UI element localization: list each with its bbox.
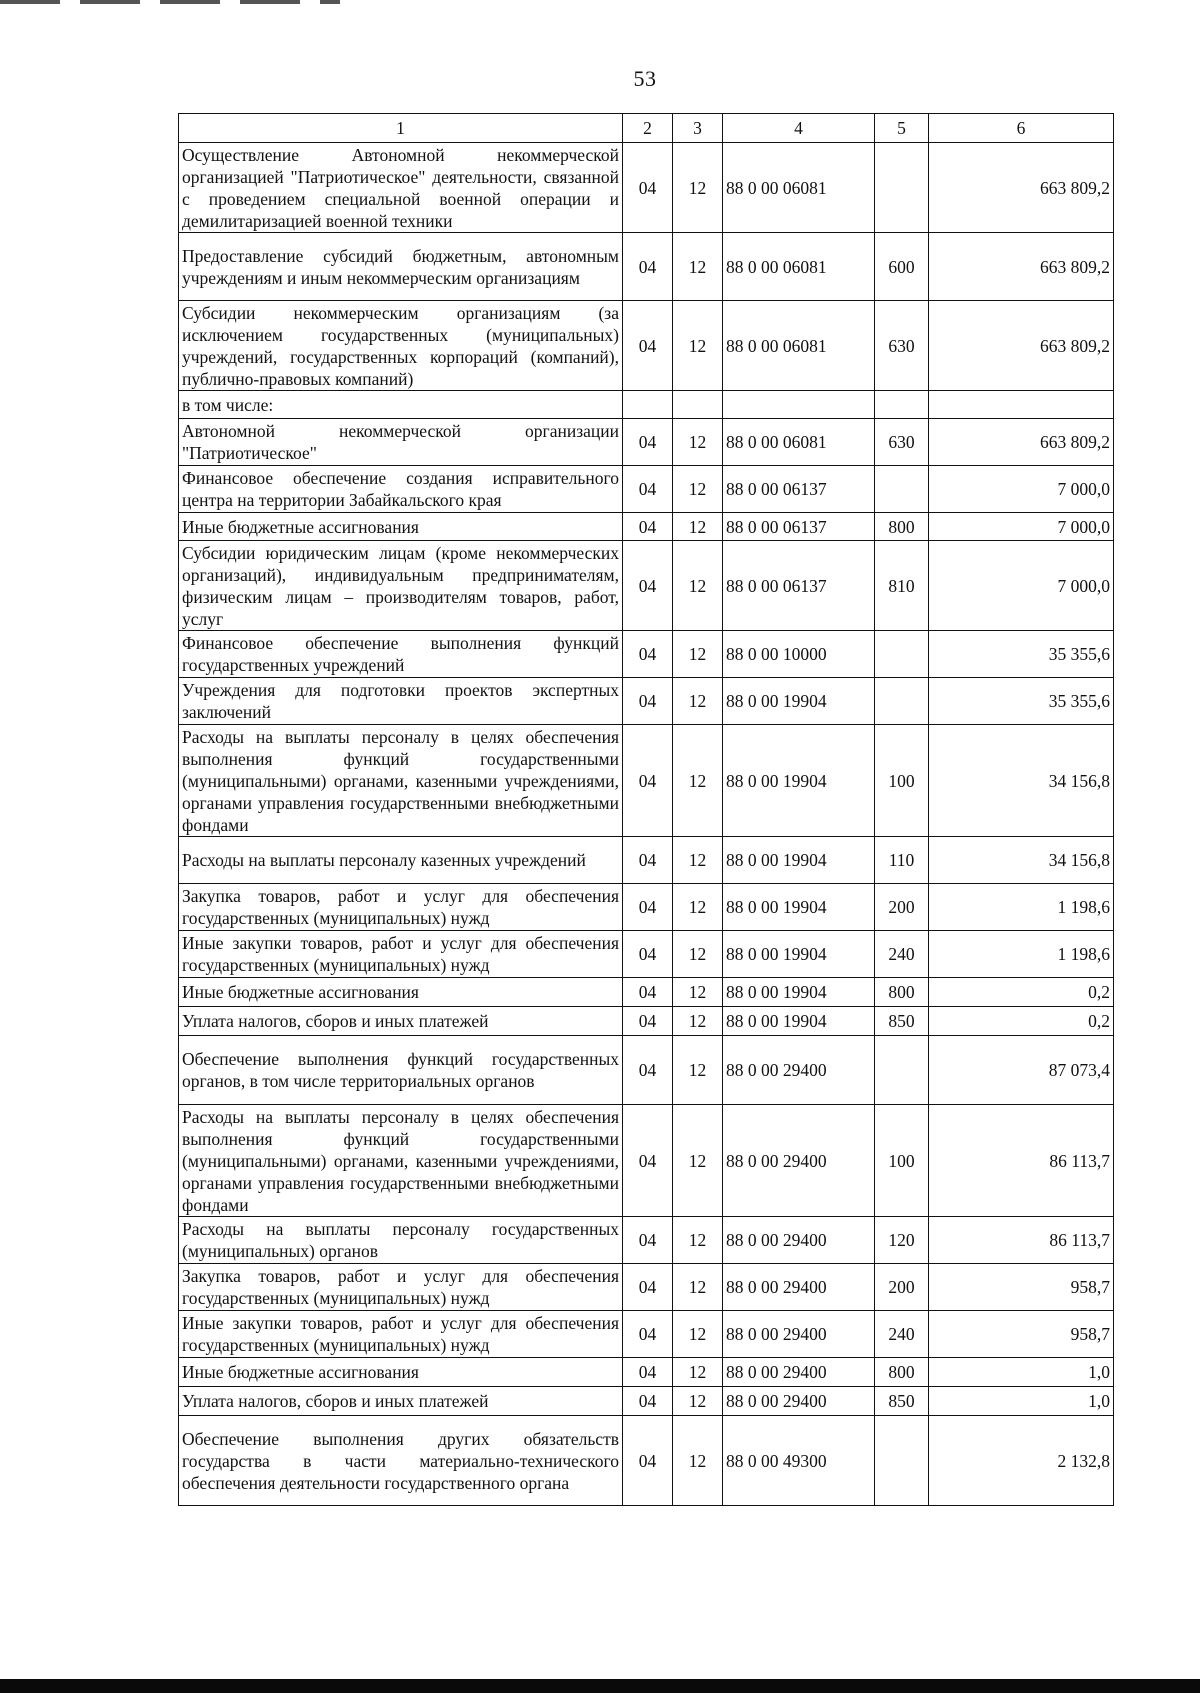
section-code — [623, 391, 673, 419]
target-item-code — [723, 391, 875, 419]
expense-name: Предоставление субсидий бюджетным, автономным учреждениям и иным некоммерческим организациям — [179, 233, 623, 301]
subsection-code: 12 — [673, 1217, 723, 1264]
section-code: 04 — [623, 233, 673, 301]
section-code: 04 — [623, 1387, 673, 1416]
target-item-code: 88 0 00 19904 — [723, 837, 875, 884]
target-item-code: 88 0 00 19904 — [723, 931, 875, 978]
target-item-code: 88 0 00 06137 — [723, 541, 875, 631]
section-code: 04 — [623, 541, 673, 631]
budget-table — [178, 113, 1114, 1506]
expense-name: Осуществление Автономной некоммерческой организацией "Патриотическое" деятельности, связанной с проведением специальной военной операции и демилитаризацией военной техники — [179, 143, 623, 233]
table-header-row — [179, 114, 1114, 143]
expense-type-code: 200 — [875, 884, 929, 931]
target-item-code: 88 0 00 06137 — [723, 466, 875, 513]
target-item-code: 88 0 00 10000 — [723, 631, 875, 678]
column-header: 4 — [723, 114, 875, 143]
target-item-code: 88 0 00 19904 — [723, 884, 875, 931]
expense-type-code: 630 — [875, 419, 929, 466]
target-item-code: 88 0 00 29400 — [723, 1264, 875, 1311]
expense-name: Закупка товаров, работ и услуг для обеспечения государственных (муниципальных) нужд — [179, 884, 623, 931]
section-code: 04 — [623, 631, 673, 678]
subsection-code: 12 — [673, 1358, 723, 1387]
expense-name: Расходы на выплаты персоналу в целях обеспечения выполнения функций государственными (муниципальными) органами, казенными учреждениями, органами управления государственными внебюджетными фондами — [179, 725, 623, 837]
amount: 2 132,8 — [929, 1416, 1114, 1506]
expense-type-code: 810 — [875, 541, 929, 631]
expense-name: Уплата налогов, сборов и иных платежей — [179, 1387, 623, 1416]
amount: 86 113,7 — [929, 1217, 1114, 1264]
expense-name: Финансовое обеспечение создания исправительного центра на территории Забайкальского края — [179, 466, 623, 513]
target-item-code: 88 0 00 06081 — [723, 143, 875, 233]
expense-type-code — [875, 1036, 929, 1105]
table-row — [179, 391, 1114, 419]
expense-type-code: 240 — [875, 931, 929, 978]
subsection-code: 12 — [673, 631, 723, 678]
subsection-code: 12 — [673, 1311, 723, 1358]
subsection-code: 12 — [673, 1036, 723, 1105]
expense-type-code — [875, 143, 929, 233]
subsection-code: 12 — [673, 301, 723, 391]
subsection-code: 12 — [673, 1264, 723, 1311]
expense-type-code: 200 — [875, 1264, 929, 1311]
section-code: 04 — [623, 466, 673, 513]
target-item-code: 88 0 00 06081 — [723, 233, 875, 301]
table-row — [179, 631, 1114, 678]
subsection-code — [673, 391, 723, 419]
target-item-code: 88 0 00 06081 — [723, 301, 875, 391]
section-code: 04 — [623, 513, 673, 541]
amount: 1 198,6 — [929, 884, 1114, 931]
expense-name: Расходы на выплаты персоналу в целях обеспечения выполнения функций государственными (муниципальными) органами, казенными учреждениями, органами управления государственными внебюджетными фондами — [179, 1105, 623, 1217]
subsection-code: 12 — [673, 466, 723, 513]
target-item-code: 88 0 00 29400 — [723, 1217, 875, 1264]
table-row — [179, 837, 1114, 884]
amount: 1 198,6 — [929, 931, 1114, 978]
target-item-code: 88 0 00 19904 — [723, 678, 875, 725]
target-item-code: 88 0 00 29400 — [723, 1387, 875, 1416]
subsection-code: 12 — [673, 143, 723, 233]
subsection-code: 12 — [673, 419, 723, 466]
amount: 0,2 — [929, 978, 1114, 1007]
table-row — [179, 541, 1114, 631]
expense-name: Закупка товаров, работ и услуг для обеспечения государственных (муниципальных) нужд — [179, 1264, 623, 1311]
subsection-code: 12 — [673, 1416, 723, 1506]
table-row — [179, 513, 1114, 541]
target-item-code: 88 0 00 29400 — [723, 1036, 875, 1105]
target-item-code: 88 0 00 19904 — [723, 1007, 875, 1036]
expense-type-code: 850 — [875, 1387, 929, 1416]
column-header: 5 — [875, 114, 929, 143]
section-code: 04 — [623, 1311, 673, 1358]
scan-bottom-edge — [0, 1679, 1200, 1693]
expense-type-code — [875, 678, 929, 725]
column-header: 6 — [929, 114, 1114, 143]
subsection-code: 12 — [673, 1007, 723, 1036]
column-header: 1 — [179, 114, 623, 143]
target-item-code: 88 0 00 06081 — [723, 419, 875, 466]
amount: 0,2 — [929, 1007, 1114, 1036]
expense-name: Обеспечение выполнения других обязательств государства в части материально-технического обеспечения деятельности государственного органа — [179, 1416, 623, 1506]
expense-type-code: 850 — [875, 1007, 929, 1036]
section-code: 04 — [623, 1264, 673, 1311]
amount: 663 809,2 — [929, 143, 1114, 233]
section-code: 04 — [623, 1416, 673, 1506]
subsection-code: 12 — [673, 678, 723, 725]
expense-name: Иные бюджетные ассигнования — [179, 978, 623, 1007]
column-header: 2 — [623, 114, 673, 143]
table-row — [179, 1358, 1114, 1387]
expense-type-code: 100 — [875, 725, 929, 837]
section-code: 04 — [623, 884, 673, 931]
subsection-code: 12 — [673, 725, 723, 837]
target-item-code: 88 0 00 29400 — [723, 1358, 875, 1387]
table-row — [179, 1105, 1114, 1217]
subsection-code: 12 — [673, 513, 723, 541]
amount: 34 156,8 — [929, 725, 1114, 837]
table-row — [179, 1264, 1114, 1311]
target-item-code: 88 0 00 06137 — [723, 513, 875, 541]
section-code: 04 — [623, 143, 673, 233]
table-row — [179, 1217, 1114, 1264]
section-code: 04 — [623, 725, 673, 837]
section-code: 04 — [623, 1036, 673, 1105]
expense-name: Уплата налогов, сборов и иных платежей — [179, 1007, 623, 1036]
subsection-code: 12 — [673, 541, 723, 631]
amount: 35 355,6 — [929, 678, 1114, 725]
expense-name: Автономной некоммерческой организации "Патриотическое" — [179, 419, 623, 466]
amount: 86 113,7 — [929, 1105, 1114, 1217]
expense-name: Расходы на выплаты персоналу казенных учреждений — [179, 837, 623, 884]
section-code: 04 — [623, 1105, 673, 1217]
expense-type-code: 800 — [875, 513, 929, 541]
amount: 7 000,0 — [929, 541, 1114, 631]
section-code: 04 — [623, 931, 673, 978]
table-row — [179, 978, 1114, 1007]
expense-name: Иные закупки товаров, работ и услуг для обеспечения государственных (муниципальных) нужд — [179, 1311, 623, 1358]
expense-type-code — [875, 1416, 929, 1506]
amount: 1,0 — [929, 1358, 1114, 1387]
amount: 87 073,4 — [929, 1036, 1114, 1105]
expense-type-code — [875, 466, 929, 513]
expense-name: Иные бюджетные ассигнования — [179, 1358, 623, 1387]
target-item-code: 88 0 00 19904 — [723, 978, 875, 1007]
amount: 7 000,0 — [929, 466, 1114, 513]
section-code: 04 — [623, 301, 673, 391]
table-row — [179, 1387, 1114, 1416]
amount: 35 355,6 — [929, 631, 1114, 678]
subsection-code: 12 — [673, 884, 723, 931]
section-code: 04 — [623, 678, 673, 725]
target-item-code: 88 0 00 49300 — [723, 1416, 875, 1506]
expense-type-code: 120 — [875, 1217, 929, 1264]
table-row — [179, 143, 1114, 233]
expense-name: Субсидии некоммерческим организациям (за исключением государственных (муниципальных) учреждений, государственных корпораций (компаний), публично-правовых компаний) — [179, 301, 623, 391]
amount: 7 000,0 — [929, 513, 1114, 541]
section-code: 04 — [623, 978, 673, 1007]
expense-name: Субсидии юридическим лицам (кроме некоммерческих организаций), индивидуальным предпринимателям, физическим лицам – производителям товаров, работ, услуг — [179, 541, 623, 631]
scan-top-edge — [0, 0, 340, 4]
table-row — [179, 884, 1114, 931]
section-code: 04 — [623, 1217, 673, 1264]
section-code: 04 — [623, 1358, 673, 1387]
table-row — [179, 466, 1114, 513]
expense-name: Расходы на выплаты персоналу государственных (муниципальных) органов — [179, 1217, 623, 1264]
expense-type-code: 100 — [875, 1105, 929, 1217]
amount — [929, 391, 1114, 419]
amount: 663 809,2 — [929, 233, 1114, 301]
expense-type-code: 800 — [875, 978, 929, 1007]
table-row — [179, 301, 1114, 391]
expense-type-code: 800 — [875, 1358, 929, 1387]
subsection-code: 12 — [673, 978, 723, 1007]
target-item-code: 88 0 00 19904 — [723, 725, 875, 837]
expense-type-code — [875, 391, 929, 419]
subsection-code: 12 — [673, 1105, 723, 1217]
table-row — [179, 1007, 1114, 1036]
amount: 958,7 — [929, 1311, 1114, 1358]
expense-name: Обеспечение выполнения функций государственных органов, в том числе территориальных органов — [179, 1036, 623, 1105]
expense-type-code: 600 — [875, 233, 929, 301]
amount: 958,7 — [929, 1264, 1114, 1311]
section-code: 04 — [623, 837, 673, 884]
target-item-code: 88 0 00 29400 — [723, 1105, 875, 1217]
table-row — [179, 233, 1114, 301]
expense-name: Учреждения для подготовки проектов экспертных заключений — [179, 678, 623, 725]
amount: 663 809,2 — [929, 301, 1114, 391]
table-row — [179, 725, 1114, 837]
expense-type-code: 630 — [875, 301, 929, 391]
subsection-code: 12 — [673, 1387, 723, 1416]
expense-type-code: 110 — [875, 837, 929, 884]
table-row — [179, 1311, 1114, 1358]
column-header: 3 — [673, 114, 723, 143]
subsection-code: 12 — [673, 837, 723, 884]
table-row — [179, 1416, 1114, 1506]
table-row — [179, 1036, 1114, 1105]
expense-name: в том числе: — [179, 391, 623, 419]
amount: 663 809,2 — [929, 419, 1114, 466]
subsection-code: 12 — [673, 233, 723, 301]
amount: 34 156,8 — [929, 837, 1114, 884]
table-row — [179, 678, 1114, 725]
subsection-code: 12 — [673, 931, 723, 978]
section-code: 04 — [623, 419, 673, 466]
amount: 1,0 — [929, 1387, 1114, 1416]
table-row — [179, 931, 1114, 978]
expense-type-code — [875, 631, 929, 678]
page-number: 53 — [633, 66, 657, 91]
expense-name: Финансовое обеспечение выполнения функций государственных учреждений — [179, 631, 623, 678]
expense-type-code: 240 — [875, 1311, 929, 1358]
target-item-code: 88 0 00 29400 — [723, 1311, 875, 1358]
expense-name: Иные закупки товаров, работ и услуг для обеспечения государственных (муниципальных) нужд — [179, 931, 623, 978]
table-row — [179, 419, 1114, 466]
expense-name: Иные бюджетные ассигнования — [179, 513, 623, 541]
section-code: 04 — [623, 1007, 673, 1036]
